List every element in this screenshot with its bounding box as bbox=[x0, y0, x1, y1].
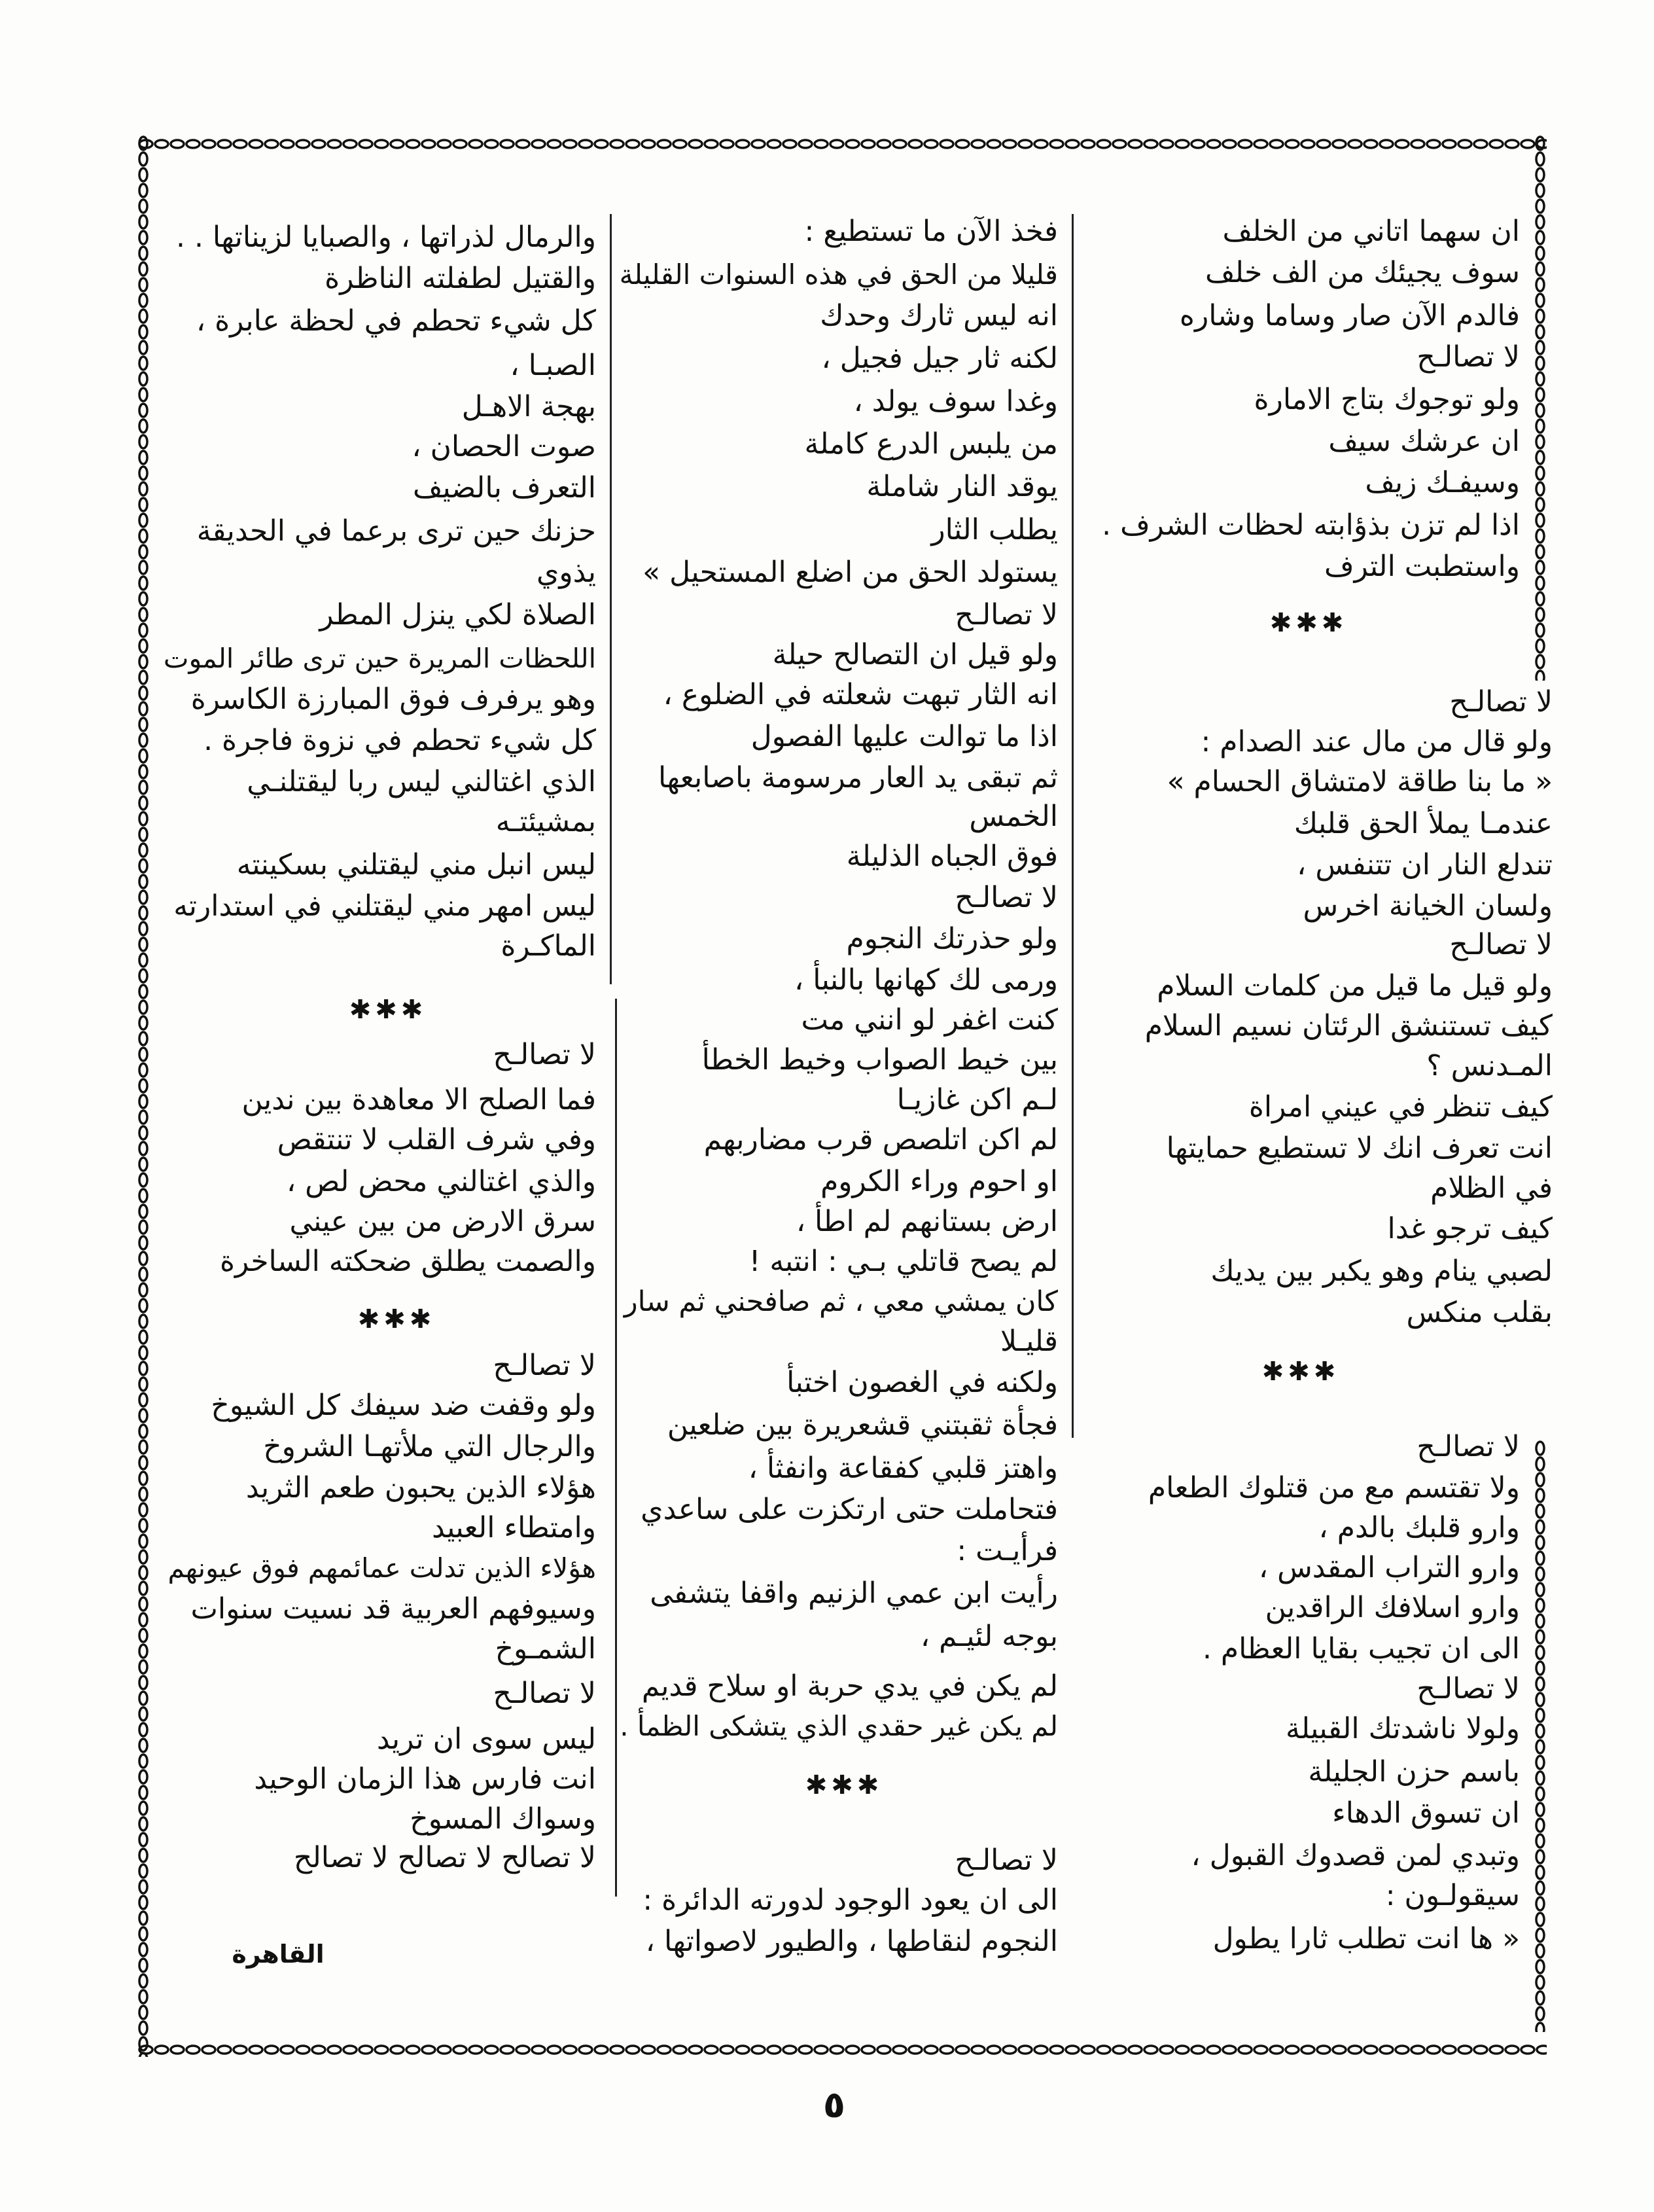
poem-line: سرق الارض من بين عيني bbox=[289, 1205, 596, 1238]
poem-line: لم يصح قاتلي بـي : انتبه ! bbox=[748, 1245, 1058, 1278]
poem-line: ليس سوى ان تريد bbox=[376, 1722, 596, 1756]
poem-line: كان يمشي معي ، ثم صافحني ثم سار bbox=[624, 1285, 1058, 1318]
poem-line: ولولا ناشدتك القبيلة bbox=[1286, 1712, 1520, 1745]
poem-line: وتبدي لمن قصدوك القبول ، bbox=[1191, 1839, 1520, 1872]
poem-line: ولو قيل ان التصالح حيلة bbox=[772, 638, 1058, 671]
left-chain-border bbox=[136, 135, 150, 2057]
poem-line: « ما بنا طاقة لامتشاق الحسام » bbox=[1167, 765, 1553, 798]
right-chain-border-lower bbox=[1533, 1440, 1547, 2032]
poem-line: ولسان الخيانة اخرس bbox=[1303, 889, 1553, 923]
column-divider-right bbox=[1072, 214, 1074, 1438]
poem-line: لصبي ينام وهو يكبر بين يديك bbox=[1210, 1255, 1553, 1288]
poem-line: كل شيء تحطم في نزوة فاجرة . bbox=[203, 724, 596, 757]
poem-line: ولو حذرتك النجوم bbox=[846, 922, 1058, 955]
poem-line: بمشيئتـه bbox=[495, 805, 596, 838]
refrain-line: لا تصالـح bbox=[955, 598, 1058, 632]
refrain-line: لا تصالـح bbox=[493, 1349, 596, 1382]
poem-line: وارو التراب المقدس ، bbox=[1258, 1551, 1520, 1584]
poem-line: واستطبت الترف bbox=[1324, 550, 1520, 583]
stanza-separator: ✱✱✱ bbox=[357, 1304, 436, 1334]
top-chain-border bbox=[138, 137, 1547, 151]
poem-line: فما الصلح الا معاهدة بين ندين bbox=[241, 1083, 596, 1116]
poem-line: الخمس bbox=[969, 800, 1058, 833]
poem-line: والذي اغتالني محض لص ، bbox=[286, 1165, 596, 1198]
poem-line: لكنه ثار جيل فجيل ، bbox=[821, 342, 1058, 375]
stanza-separator: ✱✱✱ bbox=[1269, 608, 1348, 638]
poem-line: الذي اغتالني ليس ربا ليقتلنـي bbox=[247, 765, 596, 798]
poem-line: كيف ترجو غدا bbox=[1387, 1212, 1553, 1245]
refrain-line: لا تصالـح bbox=[1449, 928, 1553, 961]
bottom-chain-border bbox=[138, 2043, 1547, 2057]
poem-line: او احوم وراء الكروم bbox=[820, 1165, 1058, 1198]
poem-line: التعرف بالضيف bbox=[412, 471, 596, 505]
poem-line: بين خيط الصواب وخيط الخطأ bbox=[701, 1043, 1058, 1077]
poem-line: وسيوفهم العربية قد نسيت سنوات bbox=[190, 1592, 596, 1626]
poem-line: ليس انبل مني ليقتلني بسكينته bbox=[236, 848, 596, 882]
poem-line: من يلبس الدرع كاملة bbox=[804, 427, 1058, 461]
poem-line: كيف تستنشق الرئتان نسيم السلام bbox=[1144, 1009, 1553, 1043]
poem-line: ولو وقفت ضد سيفك كل الشيوخ bbox=[211, 1389, 596, 1422]
poem-line: لم يكن في يدي حربة او سلاح قديم bbox=[641, 1669, 1058, 1703]
poem-line: والرجال التي ملأتهـا الشروخ bbox=[263, 1430, 596, 1463]
poem-line: ولكنه في الغصون اختبأ bbox=[786, 1366, 1058, 1399]
poem-line: ثم تبقى يد العار مرسومة باصابعها bbox=[658, 761, 1058, 794]
stanza-separator: ✱✱✱ bbox=[805, 1770, 883, 1800]
stanza-separator: ✱✱✱ bbox=[349, 995, 427, 1025]
poem-line: كيف تنظر في عيني امراة bbox=[1248, 1090, 1553, 1124]
poem-line: وسيفـك زيف bbox=[1365, 466, 1520, 499]
poem-line: والصمت يطلق ضحكته الساخرة bbox=[220, 1245, 596, 1278]
poem-line: باسم حزن الجليلة bbox=[1308, 1755, 1520, 1789]
refrain-line: لا تصالـح bbox=[493, 1677, 596, 1710]
place-signature: القاهرة bbox=[232, 1940, 325, 1969]
poem-line: الصبـا ، bbox=[510, 349, 596, 382]
poem-line: ان سهما اتاني من الخلف bbox=[1222, 215, 1520, 248]
poem-line: وامتطاء العبيد bbox=[431, 1511, 596, 1544]
poem-line: كل شيء تحطم في لحظة عابرة ، bbox=[196, 304, 596, 338]
poem-line: عندمـا يملأ الحق قلبك bbox=[1293, 807, 1553, 840]
poem-line: لم اكن اتلصص قرب مضاربهم bbox=[703, 1123, 1058, 1156]
poem-line: فتحاملت حتى ارتكزت على ساعدي bbox=[641, 1493, 1058, 1526]
refrain-line: لا تصالـح bbox=[955, 1844, 1058, 1877]
poem-line: قليلا من الحق في هذه السنوات القليلة bbox=[619, 259, 1058, 291]
poem-line: انه الثار تبهت شعلته في الضلوع ، bbox=[663, 678, 1058, 711]
poem-line: تندلع النار ان تتنفس ، bbox=[1297, 848, 1553, 882]
poem-line: واهتز قلبي كفقاعة وانفثأ ، bbox=[748, 1452, 1058, 1485]
refrain-line: لا تصالـح bbox=[1449, 685, 1553, 719]
page-number: ٥ bbox=[822, 2084, 846, 2126]
poem-line: « ها انت تطلب ثارا يطول bbox=[1212, 1922, 1520, 1955]
poem-line: الشمـوخ bbox=[495, 1632, 596, 1666]
poem-line: الصلاة لكي ينزل المطر bbox=[319, 598, 596, 632]
poem-line: وهو يرفرف فوق المبارزة الكاسرة bbox=[190, 683, 596, 716]
poem-line: بهجة الاهـل bbox=[461, 390, 596, 423]
poem-line: فرأيـت : bbox=[957, 1534, 1058, 1567]
poem-line: وغدا سوف يولد ، bbox=[853, 385, 1058, 418]
poem-line: لـم اكن غازيـا bbox=[896, 1083, 1058, 1116]
poem-line: ارض بستانهم لم اطأ ، bbox=[796, 1205, 1058, 1238]
poem-line: في الظلام bbox=[1430, 1171, 1553, 1205]
poem-line: انه ليس ثارك وحدك bbox=[820, 299, 1058, 332]
poem-line: والقتيل لطفلته الناظرة bbox=[325, 262, 596, 295]
poem-line: فوق الجباه الذليلة bbox=[846, 840, 1058, 873]
poem-line: قليـلا bbox=[1000, 1325, 1058, 1358]
poem-line: وسواك المسوخ bbox=[410, 1802, 596, 1836]
poem-line: وفي شرف القلب لا تنتقص bbox=[277, 1123, 596, 1156]
poem-line: فخذ الآن ما تستطيع : bbox=[804, 215, 1058, 248]
poem-line: انت فارس هذا الزمان الوحيد bbox=[254, 1762, 596, 1796]
poem-line: ولو قال من مال عند الصدام : bbox=[1201, 725, 1553, 758]
refrain-line: لا تصالـح bbox=[1416, 1672, 1520, 1705]
poem-line: كنت اغفر لو انني مت bbox=[801, 1003, 1058, 1037]
poem-line: صوت الحصان ، bbox=[412, 430, 596, 463]
poem-line: سيقولـون : bbox=[1385, 1879, 1520, 1912]
poem-line: ان عرشك سيف bbox=[1328, 425, 1520, 458]
poem-line: ولو قيل ما قيل من كلمات السلام bbox=[1157, 969, 1553, 1003]
right-chain-border-upper bbox=[1533, 135, 1547, 681]
poem-line: هؤلاء الذين تدلت عمائمهم فوق عيونهم bbox=[167, 1552, 596, 1584]
poem-line: الى ان يعود الوجود لدورته الدائرة : bbox=[642, 1883, 1058, 1917]
poem-line: ليس امهر مني ليقتلني في استدارته bbox=[173, 889, 596, 923]
poem-line: انت تعرف انك لا تستطيع حمايتها bbox=[1166, 1132, 1553, 1165]
poem-line: الماكـرة bbox=[501, 929, 596, 963]
poem-line: اذا ما توالت عليها الفصول bbox=[750, 720, 1058, 753]
poem-line: يطلب الثار bbox=[931, 513, 1058, 546]
refrain-line: لا تصالـح bbox=[1416, 1430, 1520, 1463]
poem-line: ولو توجوك بتاج الامارة bbox=[1254, 383, 1520, 416]
refrain-line: لا تصالـح bbox=[955, 881, 1058, 914]
column-divider-left-upper bbox=[610, 214, 612, 984]
poem-line: لم يكن غير حقدي الذي يتشكى الظمأ . bbox=[620, 1710, 1058, 1742]
poem-line: المـدنس ؟ bbox=[1426, 1049, 1553, 1082]
stanza-separator: ✱✱✱ bbox=[1261, 1357, 1340, 1387]
poem-line: هؤلاء الذين يحبون طعم الثريد bbox=[245, 1471, 596, 1505]
poem-line: يستولد الحق من اضلع المستحيل » bbox=[642, 556, 1058, 589]
refrain-line: لا تصالح لا تصالح لا تصالح bbox=[293, 1841, 596, 1874]
poem-line: ان تسوق الدهاء bbox=[1332, 1796, 1520, 1830]
refrain-line: لا تصالـح bbox=[493, 1038, 596, 1071]
poem-line: ورمى لك كهانها بالنبأ ، bbox=[794, 963, 1058, 997]
poem-line: يوقد النار شاملة bbox=[866, 470, 1058, 503]
poem-line: ولا تقتسم مع من قتلوك الطعام bbox=[1148, 1471, 1520, 1505]
poem-line: وارو قلبك بالدم ، bbox=[1318, 1511, 1520, 1544]
poem-line: وارو اسلافك الراقدين bbox=[1265, 1591, 1520, 1624]
poem-line: بقلب منكس bbox=[1406, 1296, 1553, 1329]
poem-line: والرمال لذراتها ، والصبايا لزيناتها . . bbox=[175, 221, 596, 254]
poem-line: سوف يجيئك من الف خلف bbox=[1205, 256, 1520, 289]
poem-line: بوجه لئيـم ، bbox=[920, 1620, 1058, 1653]
poem-line: حزنك حين ترى برعما في الحديقة bbox=[196, 514, 596, 548]
poem-line: فالدم الآن صار وساما وشاره bbox=[1179, 299, 1520, 332]
poem-line: اذا لم تزن بذؤابته لحظات الشرف . bbox=[1102, 508, 1520, 542]
poem-line: الى ان تجيب بقايا العظام . bbox=[1202, 1632, 1520, 1666]
poem-line: اللحظات المريرة حين ترى طائر الموت bbox=[163, 643, 596, 674]
poem-line: يذوي bbox=[536, 556, 596, 589]
poem-line: رأيت ابن عمي الزنيم واقفا يتشفى bbox=[650, 1577, 1058, 1610]
poem-line: النجوم لنقاطها ، والطيور لاصواتها ، bbox=[645, 1925, 1058, 1958]
poem-line: فجأة ثقبتني قشعريرة بين ضلعين bbox=[667, 1408, 1058, 1442]
refrain-line: لا تصالـح bbox=[1416, 340, 1520, 374]
